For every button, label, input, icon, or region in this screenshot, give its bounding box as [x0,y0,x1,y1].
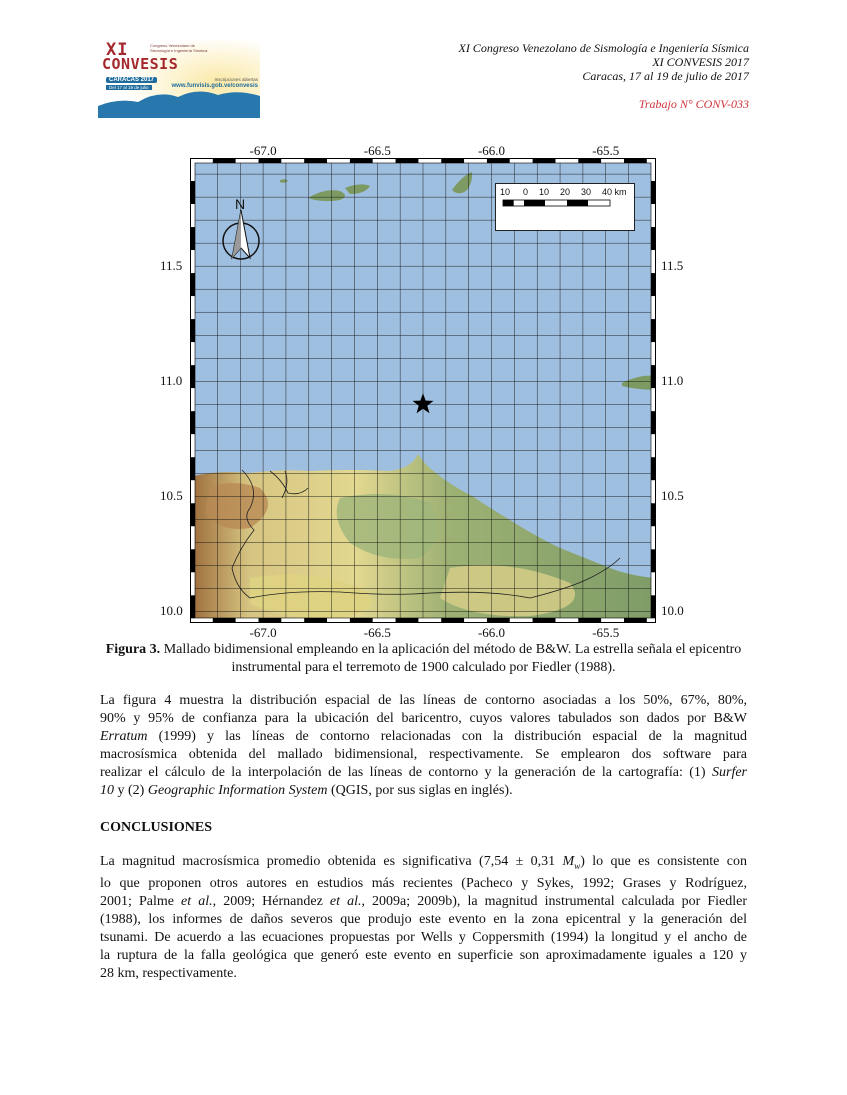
x-tick-top: -65.5 [592,143,620,158]
italic-term: M [562,854,575,869]
y-tick-left: 10.5 [160,488,183,504]
paragraph-conclusions [100,853,747,983]
y-tick-right: 11.5 [661,258,684,274]
text-line: lo que proponen otros autores en estudios más recientes (Pacheco y Sykes, 1992; Grases y Rodríguez, [100,875,747,891]
text-line [100,764,747,782]
logo-xi: XI [106,40,129,60]
italic-term: 10 [100,783,114,798]
text-line: 28 km, respectivamente. [100,965,237,981]
text-line: La figura 4 muestra la distribución espacial de las líneas de contorno asociadas a los 50%, 67%, 80%, [100,693,747,708]
x-tick-bottom: -67.0 [249,625,277,640]
header-congress: XI Congreso Venezolano de Sismología e Ingeniería Sísmica [458,41,749,55]
text-line [100,782,747,800]
x-tick-bottom: -65.5 [592,625,620,640]
logo-url: www.funvisis.gob.ve/convesis [171,83,258,89]
north-arrow-icon [220,196,262,266]
logo-dates: Del 17 al 19 de julio [106,85,152,90]
scale-label: 20 [560,187,571,197]
scale-label: 10 [500,187,511,197]
subscript: w [574,860,581,871]
italic-term: Erratum [100,729,148,744]
section-heading: CONCLUSIONES [100,820,213,835]
map-canvas [190,158,656,623]
y-tick-right: 10.0 [661,603,684,619]
header-work-number: Trabajo N° CONV-033 [638,97,749,111]
scale-label: 30 [581,187,592,197]
italic-term: et al. [181,893,213,909]
text-segment: , 2009a; 2009b), la magnitud instrumental calculada por Fiedler [361,893,747,909]
logo-name: CONVESIS [102,55,179,73]
text-line [100,728,747,746]
logo-city: CARACAS 2017 [106,77,157,83]
scale-bar [495,183,635,231]
north-arrow [220,196,262,266]
scale-label: 40 km [602,187,627,197]
text-segment: (QGIS, por sus siglas en inglés). [327,783,513,798]
text-line: tsunami. De acuerdo a las ecuaciones propuestas por Wells y Coppersmith (1994) la longitud y el ancho de [100,929,747,945]
x-tick-top: -67.0 [249,143,277,158]
text-line [100,853,747,875]
text-line: macrosísmica obtenida del mallado bidimensional, respectivamente. Se emplearon dos software para [100,747,747,762]
text-segment: , 2009; Hérnandez [212,893,330,909]
scale-bar-graphic [496,184,634,230]
paragraph-figure-4 [100,692,747,800]
text-segment: ) lo que es consistente con [580,854,747,869]
y-tick-left: 10.0 [160,603,183,619]
x-tick-top: -66.0 [477,143,506,158]
italic-term: Geographic Information System [147,783,328,798]
x-tick-bottom: -66.0 [477,625,506,640]
y-tick-right: 10.5 [661,488,684,504]
x-tick-bottom: -66.5 [363,625,391,640]
text-line: 90% y 95% de confianza para la ubicación del baricentro, cuyos valores tabulados son dados por B&W [100,711,747,726]
text-segment: (1999) y las líneas de contorno relacionadas con la distribución espacial de la magnitud [147,729,747,744]
header-edition: XI CONVESIS 2017 [652,55,749,69]
figure-caption-text: Mallado bidimensional empleando en la aplicación del método de B&W. La estrella señala el epicentro instrumental para el terremoto de 1900 calculado por Fiedler (1988). [163,642,742,675]
figure-label: Figura 3. [105,642,161,657]
text-line: (1988), los informes de daños severos que produjo este evento en la zona epicentral y la generación del [100,911,747,927]
header-dates: Caracas, 17 al 19 de julio de 2017 [582,69,749,83]
congress-logo [98,40,260,118]
text-segment: realizar el cálculo de la interpolación de las líneas de contorno y la generación de la cartografía: (1) [100,765,712,780]
text-segment: y (2) [114,783,148,798]
text-line: la ruptura de la falla geológica que generó este evento en superficie son aproximadamente iguales a 120 y [100,947,747,963]
north-label: N [235,196,246,212]
x-tick-top: -66.5 [363,143,391,158]
y-tick-left: 11.5 [160,258,183,274]
y-tick-left: 11.0 [160,373,183,389]
scale-label: 0 [523,187,529,197]
y-tick-right: 11.0 [661,373,684,389]
figure-caption [100,641,747,677]
logo-subtitle: Congreso Venezolano de Sismología e Ingeniería Sísmica [150,43,208,53]
logo-inscriptions: Inscripciones abiertas [214,77,258,82]
text-segment: La magnitud macrosísmica promedio obtenida es significativa (7,54 ± 0,31 [100,854,563,869]
text-segment: 2001; Palme [100,893,182,909]
map-figure [150,140,710,645]
scale-label: 10 [539,187,550,197]
italic-term: et al. [329,893,362,909]
italic-term: Surfer [712,765,747,780]
text-line [100,893,747,911]
